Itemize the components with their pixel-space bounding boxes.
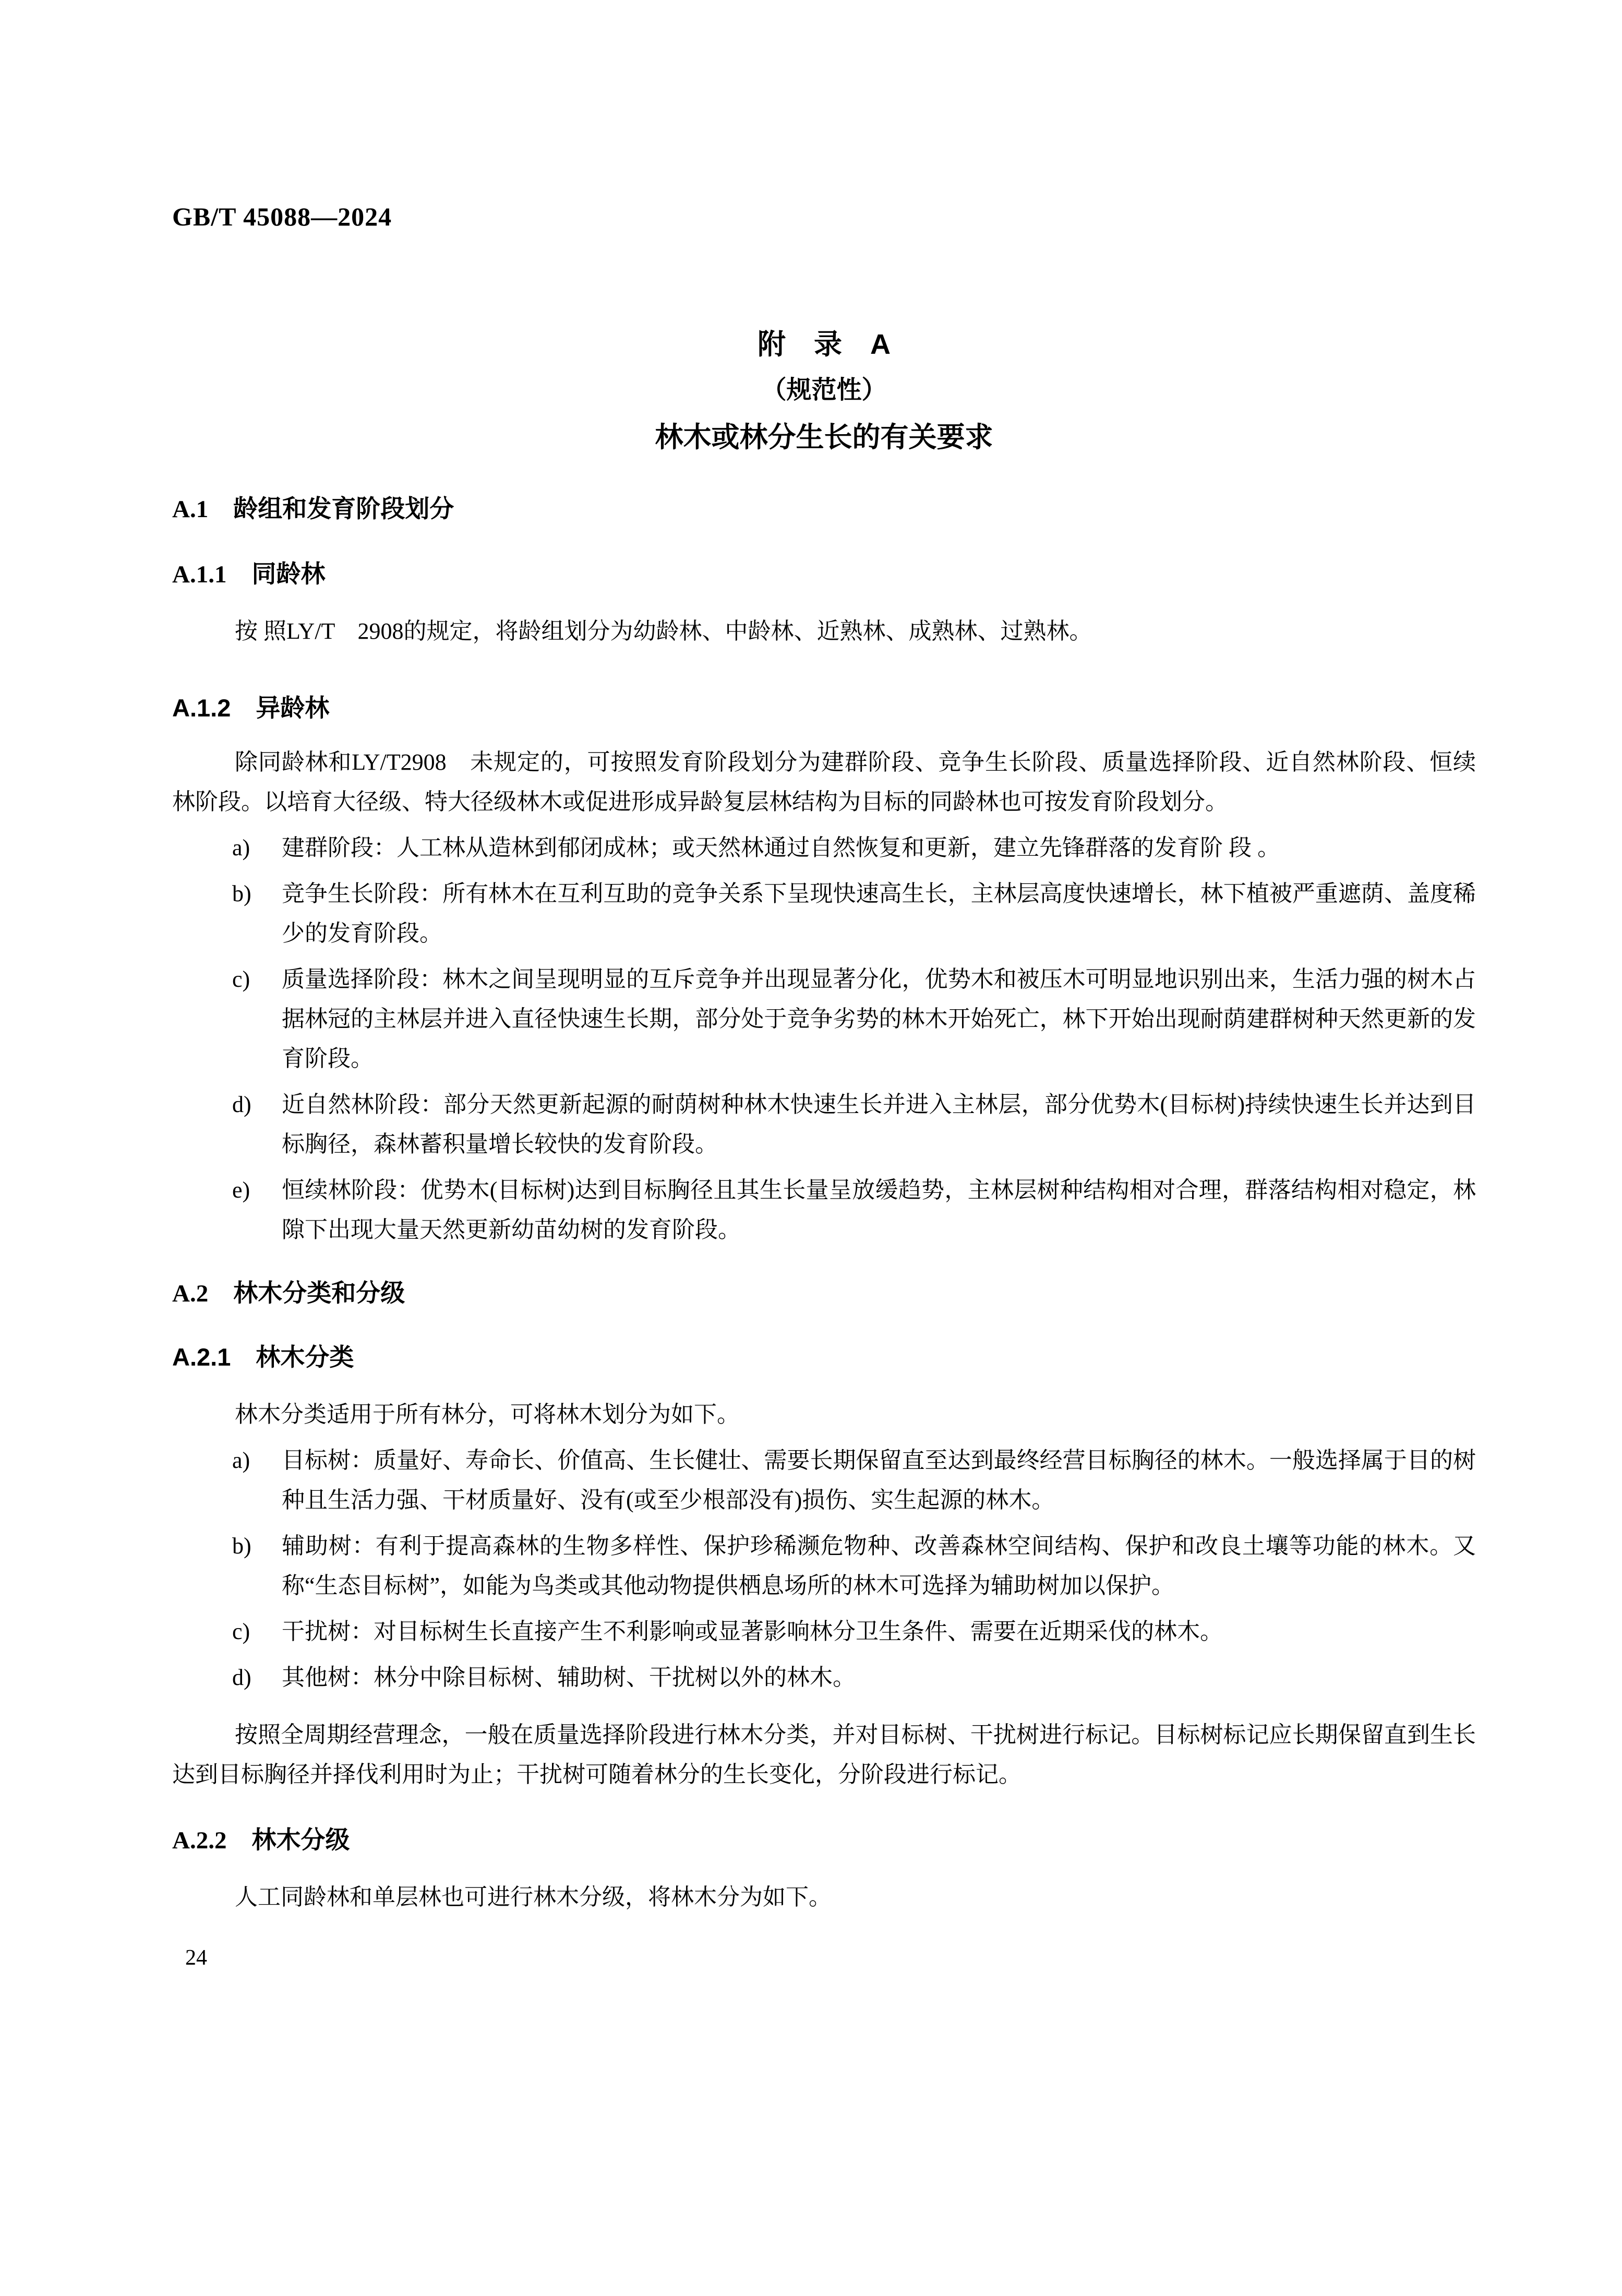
list-item-text: 目标树：质量好、寿命长、价值高、生长健壮、需要长期保留直至达到最终经营目标胸径的林木。一般选择属于目的树种且生活力强、干材质量好、没有(或至少根部没有)损伤、实生起源的林木。 bbox=[282, 1448, 1476, 1513]
section-heading-a2-1 bbox=[172, 1341, 1476, 1374]
paragraph-a1-2: 除同龄林和LY/T2908 未规定的，可按照发育阶段划分为建群阶段、竞争生长阶段、质量选择阶段、近自然林阶段、恒续林阶段。以培育大径级、特大径级林木或促进形成异龄复层林结构为目标的同龄林也可按发育阶段划分。 bbox=[172, 749, 1476, 815]
section-number: A.2.1 bbox=[172, 1343, 231, 1371]
list-item bbox=[232, 828, 1476, 868]
appendix-title-block bbox=[172, 324, 1476, 458]
list-item-label: c) bbox=[232, 966, 250, 992]
paragraph-a2-1-note: 按照全周期经营理念，一般在质量选择阶段进行林木分类，并对目标树、干扰树进行标记。目标树标记应长期保留直到生长达到目标胸径并择伐利用时为止；干扰树可随着林分的生长变化，分阶段进行标记。 bbox=[172, 1722, 1476, 1787]
development-stage-list bbox=[172, 828, 1476, 1250]
section-number: A.1.1 bbox=[172, 561, 227, 588]
section-heading-a1 bbox=[172, 493, 1476, 525]
section-number: A.1.2 bbox=[172, 694, 231, 722]
page-number: 24 bbox=[185, 1946, 207, 1970]
list-item-text: 竞争生长阶段：所有林木在互利互助的竞争关系下呈现快速高生长，主林层高度快速增长，林下植被严重遮荫、盖度稀少的发育阶段。 bbox=[282, 881, 1476, 946]
standard-number: GB/T 45088—2024 bbox=[172, 202, 392, 231]
list-item bbox=[232, 1526, 1476, 1606]
appendix-normative-label: （规范性） bbox=[761, 376, 887, 404]
list-item bbox=[232, 960, 1476, 1079]
list-item bbox=[232, 1441, 1476, 1520]
list-item bbox=[232, 1658, 1476, 1697]
section-title: 林木分级 bbox=[251, 1826, 350, 1853]
paragraph-a1-1: 按 照LY/T 2908的规定，将龄组划分为幼龄林、中龄林、近熟林、成熟林、过熟林。 bbox=[235, 618, 1092, 644]
section-number: A.2.2 bbox=[172, 1827, 227, 1854]
list-item bbox=[232, 1085, 1476, 1164]
list-item-text: 辅助树：有利于提高森林的生物多样性、保护珍稀濒危物种、改善森林空间结构、保护和改良土壤等功能的林木。又称“生态目标树”，如能为鸟类或其他动物提供栖息场所的林木可选择为辅助树加以保护。 bbox=[282, 1533, 1476, 1598]
section-heading-a2 bbox=[172, 1277, 1476, 1310]
appendix-title: 林木或林分生长的有关要求 bbox=[655, 422, 993, 453]
tree-classification-list bbox=[172, 1441, 1476, 1697]
list-item bbox=[232, 874, 1476, 953]
list-item bbox=[232, 1612, 1476, 1652]
list-item-label: a) bbox=[232, 835, 250, 860]
list-item-text: 建群阶段：人工林从造林到郁闭成林；或天然林通过自然恢复和更新，建立先锋群落的发育阶 段 。 bbox=[282, 835, 1280, 860]
list-item bbox=[232, 1170, 1476, 1250]
section-heading-a2-2 bbox=[172, 1824, 1476, 1857]
list-item-label: c) bbox=[232, 1619, 250, 1644]
list-item-text: 恒续林阶段：优势木(目标树)达到目标胸径且其生长量呈放缓趋势，主林层树种结构相对合理，群落结构相对稳定，林隙下出现大量天然更新幼苗幼树的发育阶段。 bbox=[282, 1177, 1476, 1242]
list-item-label: d) bbox=[232, 1092, 251, 1117]
paragraph-a2-1: 林木分类适用于所有林分，可将林木划分为如下。 bbox=[235, 1402, 740, 1427]
section-title: 林木分类 bbox=[256, 1343, 354, 1371]
list-item-text: 质量选择阶段：林木之间呈现明显的互斥竞争并出现显著分化，优势木和被压木可明显地识别出来，生活力强的树木占据林冠的主林层并进入直径快速生长期，部分处于竞争劣势的林木开始死亡，林下开始出现耐荫建群树种天然更新的发育阶段。 bbox=[282, 966, 1476, 1071]
list-item-text: 其他树：林分中除目标树、辅助树、干扰树以外的林木。 bbox=[282, 1665, 856, 1690]
section-heading-a1-1 bbox=[172, 558, 1476, 591]
section-title: 异龄林 bbox=[256, 694, 330, 722]
section-number: A.1 bbox=[172, 496, 209, 523]
list-item-text: 干扰树：对目标树生长直接产生不利影响或显著影响林分卫生条件、需要在近期采伐的林木。 bbox=[282, 1619, 1223, 1644]
list-item-label: b) bbox=[232, 1533, 251, 1559]
section-title: 同龄林 bbox=[251, 560, 326, 588]
appendix-label: 附 录 A bbox=[758, 329, 891, 360]
list-item-label: a) bbox=[232, 1448, 250, 1473]
list-item-label: e) bbox=[232, 1177, 250, 1203]
paragraph-a2-2: 人工同龄林和单层林也可进行林木分级，将林木分为如下。 bbox=[235, 1884, 832, 1910]
list-item-label: b) bbox=[232, 881, 251, 906]
section-number: A.2 bbox=[172, 1280, 209, 1307]
section-heading-a1-2 bbox=[172, 692, 1476, 725]
section-title: 林木分类和分级 bbox=[233, 1279, 405, 1307]
list-item-label: d) bbox=[232, 1665, 251, 1690]
section-title: 龄组和发育阶段划分 bbox=[233, 495, 454, 522]
list-item-text: 近自然林阶段：部分天然更新起源的耐荫树种林木快速生长并进入主林层，部分优势木(目标树)持续快速生长并达到目标胸径，森林蓄积量增长较快的发育阶段。 bbox=[282, 1092, 1476, 1157]
